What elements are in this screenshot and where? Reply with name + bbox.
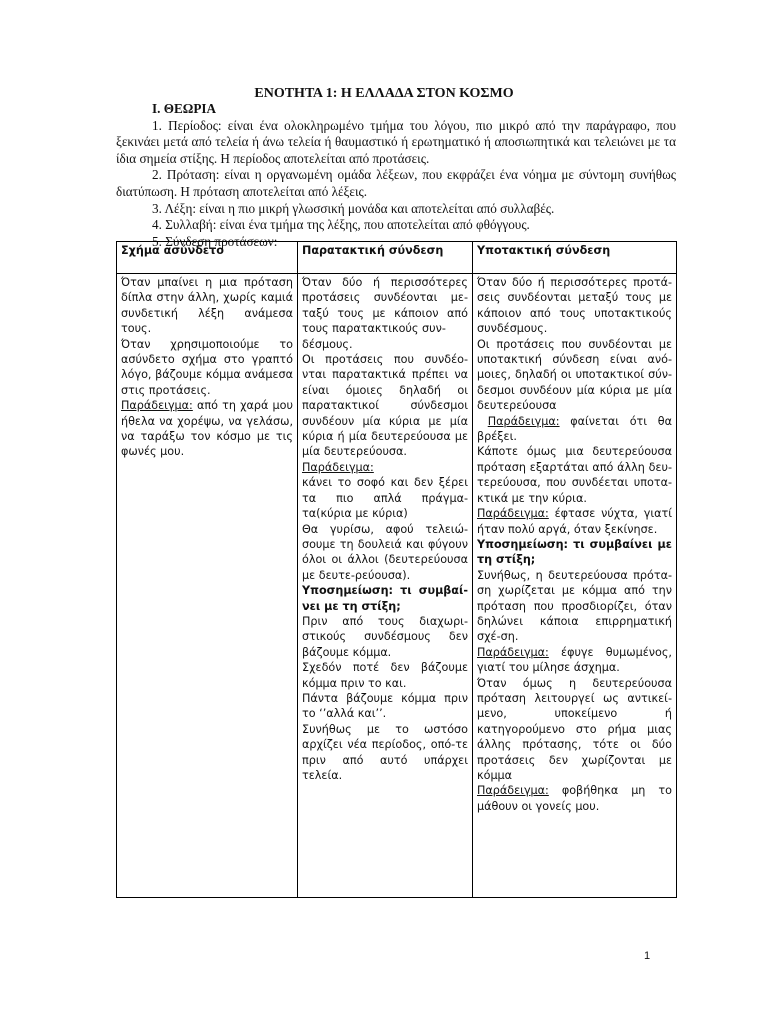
- paratactic-note-3: [302, 691, 468, 722]
- note-text: Πάντα βάζουμε κόμμα πριν το ‘’αλλά και’’.: [302, 691, 468, 721]
- theory-section: [116, 101, 676, 250]
- header-paratactic: Παρατακτική σύνδεση: [298, 242, 473, 274]
- asyndeton-definition: Όταν μπαίνει η μια πρόταση δίπλα στην άλλη, χωρίς καμιά συνδετική λέξη ανάμεσα τους.: [121, 276, 293, 336]
- document-title: ΕΝΟΤΗΤΑ 1: Η ΕΛΛΑΔΑ ΣΤΟΝ ΚΟΣΜΟ: [254, 86, 514, 101]
- paratactic-cell: [298, 274, 473, 898]
- theory-item-period: 1. Περίοδος: είναι ένα ολοκληρωμένο τμήμα του λόγου, πιο μικρό από την παράγραφο, που ξεκινάει μετά από τελεία ή άνω τελεία ή θαυμαστικό ή ερωτηματικό ή αποσιωπητικά και τελειώνει με τα ίδια σημεία στίξης. Η περίοδος αποτελείται από προτάσεις.: [116, 117, 676, 166]
- hypotactic-example-2: [477, 506, 672, 537]
- example-label: Παράδειγμα:: [477, 784, 549, 798]
- theory-item-word: 3. Λέξη: είναι η πιο μικρή γλωσσική μονάδα και αποτελείται από συλλαβές.: [152, 200, 555, 216]
- hypotactic-note-1: [477, 568, 672, 645]
- hypotactic-example-1: [477, 414, 672, 445]
- example-label: Παράδειγμα:: [487, 414, 560, 428]
- asyndeton-cell: [117, 274, 298, 898]
- example-label: Παράδειγμα:: [121, 399, 193, 413]
- asyndeton-example: [121, 398, 293, 460]
- header-asyndeton: Σχήμα ασύνδετο: [117, 242, 298, 274]
- hypotactic-note-2: [477, 676, 672, 784]
- example-text: έφτασε νύχτα, γιατί ήταν πολύ αργά, όταν ξεκίνησε.: [477, 507, 672, 536]
- example-text: φαίνεται ότι θα βρέξει.: [477, 414, 672, 444]
- note-text: Συνήθως με το ωστόσο αρχίζει νέα περίοδος, οπό-τε πριν από αυτό υπάρχει τελεία.: [302, 722, 468, 782]
- theory-item-sentence: 2. Πρόταση: είναι η οργανωμένη ομάδα λέξεων, που εκφράζει ένα νόημα με σύντομη συνήθως διατύπωση. Η πρόταση αποτελείται από λέξεις.: [116, 167, 676, 199]
- header-hypotactic: Υποτακτική σύνδεση: [473, 242, 677, 274]
- paratactic-note-1: [302, 614, 468, 660]
- example-label: Παράδειγμα:: [477, 507, 549, 521]
- paratactic-example-2: Θα γυρίσω, αφού τελειώ-σουμε τη δουλειά και φύγουν όλοι οι άλλοι (δευτερεύουσα με δευτε-ρεύουσα).: [302, 522, 468, 582]
- theory-heading: Ι. ΘΕΩΡΙΑ: [152, 101, 217, 116]
- paratactic-note-4: [302, 722, 468, 784]
- example-label: Παράδειγμα:: [477, 645, 549, 659]
- note-text: Συνήθως, η δευτερεύουσα πρότα-ση χωρίζεται με κόμμα από την πρόταση που προσδιορίζει, όταν δηλώνει κάποια επιρρηματική σχέ-ση.: [477, 568, 672, 644]
- hypotactic-note-title: Υποσημείωση: τι συμβαίνει με τη στίξη;: [477, 537, 672, 567]
- example-text: από τη χαρά μου ήθελα να χορέψω, να γελάσω, να ταράξω τον κόσμο με τις φωνές μου.: [121, 399, 293, 459]
- paratactic-rule: Οι προτάσεις που συνδέο-νται παρατακτικά πρέπει να είναι όμοιες δηλαδή οι παρατακτικοί σύνδεσμοι συνδέουν μία κύρια με μία κύρια ή μία δευτερεύουσα με μία δευτερεύουσα.: [302, 353, 468, 459]
- paratactic-note-title: Υποσημείωση: τι συμβαί-νει με τη στίξη;: [302, 584, 468, 613]
- paratactic-definition: Όταν δύο ή περισσότερες προτάσεις συνδέονται με-ταξύ τους με κάποιον από τους παρατακτικούς συν-: [302, 276, 468, 336]
- table-body-row: [117, 274, 677, 898]
- paratactic-note-2: [302, 660, 468, 691]
- example-text: έφυγε θυμωμένος, γιατί του μίλησε άσχημα.: [477, 645, 672, 675]
- table-header-row: [117, 242, 677, 274]
- theory-item-syllable: 4. Συλλαβή: είναι ένα τμήμα της λέξης, που αποτελείται από φθόγγους.: [152, 217, 530, 233]
- hypotactic-definition: Όταν δύο ή περισσότερες προτά-σεις συνδέονται μεταξύ τους με κάποιον από τους υποτακτικούς συνδέσμους.: [477, 276, 672, 336]
- connection-types-table: [116, 241, 677, 898]
- note-text: Όταν όμως η δευτερεύουσα πρόταση λειτουργεί ως αντικεί-μενο, υποκείμενο ή κατηγορούμενο στο ρήμα μιας άλλης πρότασης, τότε οι δύο προτάσεις δεν χωρίζονται με κόμμα: [477, 676, 672, 782]
- hypotactic-rule: Οι προτάσεις που συνδέονται με υποτακτική σύνδεση είναι ανό-μοιες, δηλαδή οι υποτακτικοί σύν-δεσμοι συνδέουν μία κύρια με μία δευτερεύουσα: [477, 337, 672, 413]
- hypotactic-dependency: Κάποτε όμως μια δευτερεύουσα πρόταση εξαρτάται από άλλη δευ-τερεύουσα, που συνδέεται υποτα-κτικά με την κύρια.: [477, 445, 672, 505]
- page-number: 1: [644, 950, 651, 962]
- paratactic-example-label: Παράδειγμα:: [302, 460, 374, 474]
- theory-item-connection: 5. Σύνδεση προτάσεων:: [152, 233, 278, 249]
- example-text: φοβήθηκα μη το μάθουν οι γονείς μου.: [477, 784, 672, 813]
- hypotactic-cell: [473, 274, 677, 898]
- note-text: Πριν από τους διαχωρι-στικούς συνδέσμους δεν βάζουμε κόμμα.: [302, 614, 468, 659]
- paratactic-definition-end: δέσμους.: [302, 337, 353, 351]
- asyndeton-punctuation: Όταν χρησιμοποιούμε το ασύνδετο σχήμα στο γραπτό λόγο, βάζουμε κόμμα ανάμεσα στις προτάσεις.: [121, 337, 293, 397]
- hypotactic-example-3: [477, 645, 672, 676]
- hypotactic-example-4: [477, 783, 672, 814]
- paratactic-example-1: κάνει το σοφό και δεν ξέρει τα πιο απλά πράγμα-τα(κύρια με κύρια): [302, 476, 468, 521]
- note-text: Σχεδόν ποτέ δεν βάζουμε κόμμα πριν το και.: [302, 661, 468, 690]
